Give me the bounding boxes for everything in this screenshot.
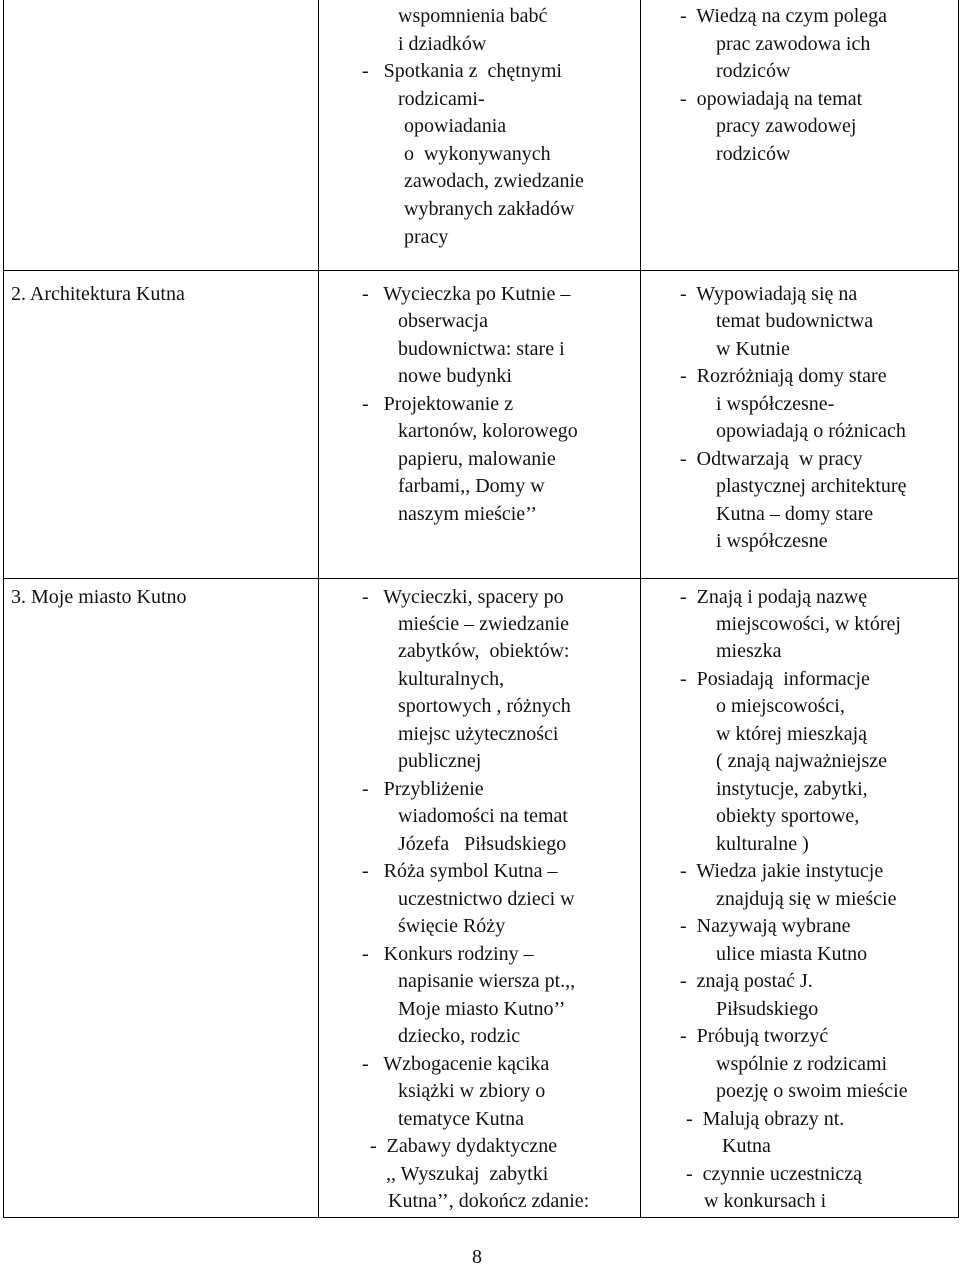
outcome-line: ulice miasta Kutno <box>716 943 868 965</box>
outcome-line: - Wiedzą na czym polega <box>680 5 888 27</box>
outcome-line: w której mieszkają <box>716 723 868 745</box>
activity-line: tematyce Kutna <box>398 1108 525 1130</box>
activity-line: - Wzbogacenie kącika <box>362 1053 550 1075</box>
activity-line: - Konkurs rodziny – <box>362 943 534 965</box>
outcome-line: znajdują się w mieście <box>716 888 897 910</box>
row-divider <box>4 270 958 271</box>
activity-line: zabytków, obiektów: <box>398 640 570 662</box>
activity-line: mieście – zwiedzanie <box>398 613 570 635</box>
outcome-line: w konkursach i <box>704 1190 827 1212</box>
activity-line: Józefa Piłsudskiego <box>398 833 567 855</box>
outcome-line: ( znają najważniejsze <box>716 750 888 772</box>
outcome-line: poezję o swoim mieście <box>716 1080 908 1102</box>
row-divider <box>4 578 958 579</box>
activity-line: publicznej <box>398 750 482 772</box>
activity-line: kartonów, kolorowego <box>398 420 578 442</box>
activity-line: - Projektowanie z <box>362 393 514 415</box>
activity-line: pracy <box>404 226 449 248</box>
activity-line: o wykonywanych <box>404 143 551 165</box>
activity-line: farbami,, Domy w <box>398 475 545 497</box>
activity-line: napisanie wiersza pt.,, <box>398 970 576 992</box>
activity-line: ,, Wyszukaj zabytki <box>386 1163 549 1185</box>
activity-line: - Róża symbol Kutna – <box>362 860 558 882</box>
outcome-line: - opowiadają na temat <box>680 88 863 110</box>
outcome-line: wspólnie z rodzicami <box>716 1053 888 1075</box>
outcome-line: prac zawodowa ich <box>716 33 871 55</box>
outcome-line: w Kutnie <box>716 338 790 360</box>
activity-line: papieru, malowanie <box>398 448 556 470</box>
activity-line: rodzicami- <box>398 88 485 110</box>
outcome-line: Kutna <box>722 1135 771 1157</box>
activity-line: wiadomości na temat <box>398 805 568 827</box>
activity-line: obserwacja <box>398 310 488 332</box>
activity-line: sportowych , różnych <box>398 695 571 717</box>
outcome-line: - Odtwarzają w pracy <box>680 448 863 470</box>
activity-line: wybranych zakładów <box>404 198 575 220</box>
outcome-line: - Posiadają informacje <box>680 668 870 690</box>
activity-line: nowe budynki <box>398 365 512 387</box>
outcome-line: obiekty sportowe, <box>716 805 860 827</box>
activity-line: - Wycieczki, spacery po <box>362 586 564 608</box>
outcome-line: rodziców <box>716 143 791 165</box>
outcome-line: kulturalne ) <box>716 833 809 855</box>
outcome-line: - znają postać J. <box>680 970 813 992</box>
outcome-line: - Malują obrazy nt. <box>686 1108 845 1130</box>
outcome-line: i współczesne- <box>716 393 835 415</box>
outcome-line: miejscowości, w której <box>716 613 901 635</box>
outcome-line: Piłsudskiego <box>716 998 819 1020</box>
activity-line: dziecko, rodzic <box>398 1025 521 1047</box>
activity-line: książki w zbiory o <box>398 1080 546 1102</box>
column-divider <box>640 0 641 1217</box>
activity-line: naszym mieście’’ <box>398 503 538 525</box>
activity-line: i dziadków <box>398 33 487 55</box>
outcome-line: o miejscowości, <box>716 695 845 717</box>
outcome-line: pracy zawodowej <box>716 115 857 137</box>
activity-line: budownictwa: stare i <box>398 338 565 360</box>
activity-line: - Przybliżenie <box>362 778 484 800</box>
row-2-title: 2. Architektura Kutna <box>11 283 185 305</box>
outcome-line: - Znają i podają nazwę <box>680 586 868 608</box>
activity-line: opowiadania <box>404 115 507 137</box>
activity-line: - Zabawy dydaktyczne <box>370 1135 558 1157</box>
activity-line: miejsc użyteczności <box>398 723 559 745</box>
activity-line: zawodach, zwiedzanie <box>404 170 584 192</box>
activity-line: wspomnienia babć <box>398 5 548 27</box>
outcome-line: - Wypowiadają się na <box>680 283 858 305</box>
activity-line: uczestnictwo dzieci w <box>398 888 575 910</box>
activity-line: kulturalnych, <box>398 668 505 690</box>
activity-line: święcie Róży <box>398 915 506 937</box>
activity-line: Kutna’’, dokończ zdanie: <box>388 1190 590 1212</box>
outcome-line: temat budownictwa <box>716 310 874 332</box>
outcome-line: - Wiedza jakie instytucje <box>680 860 884 882</box>
outcome-line: - czynnie uczestniczą <box>686 1163 863 1185</box>
outcome-line: rodziców <box>716 60 791 82</box>
row-3-title: 3. Moje miasto Kutno <box>11 586 187 608</box>
outcome-line: mieszka <box>716 640 782 662</box>
column-divider <box>318 0 319 1217</box>
outcome-line: - Nazywają wybrane <box>680 915 851 937</box>
activity-line: Moje miasto Kutno’’ <box>398 998 566 1020</box>
outcome-line: opowiadają o różnicach <box>716 420 906 442</box>
outcome-line: plastycznej architekturę <box>716 475 907 497</box>
outcome-line: - Próbują tworzyć <box>680 1025 829 1047</box>
outcome-line: Kutna – domy stare <box>716 503 874 525</box>
activity-line: - Wycieczka po Kutnie – <box>362 283 571 305</box>
outcome-line: - Rozróżniają domy stare <box>680 365 887 387</box>
outcome-line: i współczesne <box>716 530 828 552</box>
outcome-line: instytucje, zabytki, <box>716 778 868 800</box>
page-number: 8 <box>472 1246 482 1268</box>
activity-line: - Spotkania z chętnymi <box>362 60 562 82</box>
